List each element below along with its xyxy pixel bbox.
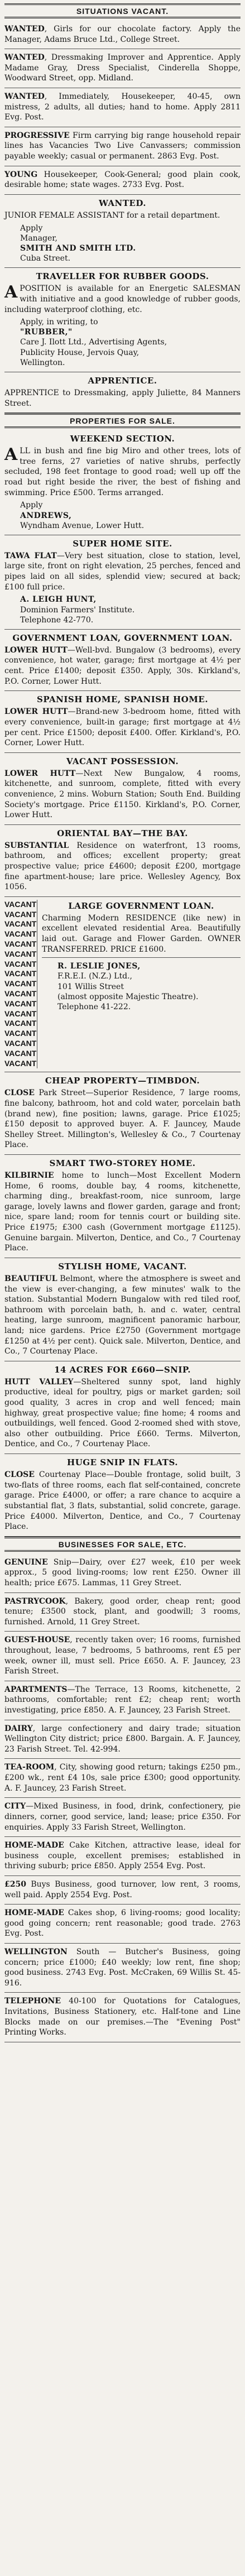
ad-body [4,1947,241,1988]
ad-body [4,1596,241,1628]
ad-body-text: —The Terrace, 13 Rooms, kitchenette, 2 bathrooms, comfortable; rent £2; cheap rent; worth investigating, price £850. A. F. Jauncey, 23 Farish Street. [4,1685,241,1715]
vacant-label: VACANT [4,1058,37,1068]
ad-title: SPANISH HOME, SPANISH HOME. [37,694,208,705]
section-header-businesses: BUSINESSES FOR SALE, ETC. [4,1537,241,1552]
business-ad [4,1837,241,1876]
business-ad [4,1593,241,1632]
ad-lead: PROGRESSIVE [4,131,70,140]
ad-sign-line: F.R.E.I. (N.Z.) Ltd., [57,972,132,981]
situation-ad [4,166,241,195]
ad-sign-line: Telephone 41-222. [57,1002,131,1012]
ad-lead: BEAUTIFUL [4,1274,57,1283]
ad-title: HUGE SNIP IN FLATS. [67,1457,178,1468]
ad-title: APPRENTICE. [88,376,157,386]
ad-title: CHEAP PROPERTY—TIMBDON. [45,1076,200,1086]
ad-body [4,170,241,190]
ad-body-text: , large confectionery and dairy trade; situation Wellington City district; price £800. Bargain. A. F. Jauncey, 23 Farish Street. Tel. 42-994. [4,1724,241,1754]
vacant-label: VACANT [4,1019,37,1028]
ad-body-text: LL in bush and fine big Miro and other trees, lots of tree ferns, 27 varieties of native shrubs, perfectly secluded, 198 feet frontage to good road; well up off the road but right beside the river, the best of fishing and swimming. Price £500. Terms arranged. [4,447,241,497]
ad-sign-line: Wellington. [20,358,65,367]
business-ad [4,1905,241,1944]
vacant-label: VACANT [4,949,37,958]
ad-body [4,1557,241,1589]
ad-apply: Apply [20,501,43,510]
ad-body [4,645,241,687]
vacant-label: VACANT [4,999,37,1008]
ad-huge-snip-flats [4,1454,241,1537]
ad-body [4,769,241,821]
ad-body-text: —Sheltered sunny spot, land highly productive, ideal for poultry, pigs or market garden; soil good quality, 3 acres in crop and well fenced; main highway, great prospective value; fine home; 4 rooms and outbuildings, well fenced. Good 2-roomed shed with stove, also other outbuilding. Price £660. Terms. Milverton, Dentice, and Co., 7 Courtenay Place. [4,1377,241,1449]
vacant-label: VACANT [4,919,37,929]
business-ad [4,1944,241,1993]
ad-body [4,1996,241,2037]
ad-body [4,1635,241,1676]
ad-body-text: Residence on waterfront, 13 rooms, bathroom, and offices; excellent property; great prospective value; price £4600; deposit £200, mortgage fine apartment-house; lare price. Wellesley Agency, Box 1056. [4,841,241,892]
ad-sign-name: R. LESLIE JONES, [57,962,141,971]
ad-fourteen-acres [4,1361,241,1454]
ad-lead: YOUNG [4,170,38,179]
ad-body-text: Courtenay Place—Double frontage, solid built, 3 two-flats of three rooms, each flat self-contained, concrete garage. Price £4000, or offer; a rare chance to acquire a substantial flat, 3 flats, substantial, solid concrete, garage. Price £4000. Milverton, Dentice, and Co., 7 Courtenay Place. [4,1470,241,1532]
ad-lead: DAIRY [4,1724,33,1733]
ad-body-text: Buys Business, good turnover, low rent, 3 rooms, well paid. Apply 2554 Evg. Post. [4,1879,241,1899]
ad-lead: WELLINGTON [4,1947,68,1956]
ad-body-text: Snip—Dairy, over £27 week, £10 per week approx., 5 good living-rooms; low rent £250. Owner ill health; price £675. Lammas, 11 Grey Street. [4,1557,241,1587]
ad-body-text: , Bakery, good order, cheap rent; good tenure; £3500 stock, plant, and goodwill; 3 rooms, furnished. Arnold, 11 Grey Street. [4,1596,241,1627]
ad-body [4,841,241,893]
ad-body [4,284,241,315]
ad-title: LARGE GOVERNMENT LOAN. [68,900,214,911]
ad-lead: APARTMENTS [4,1685,68,1694]
situation-ad [4,21,241,49]
business-ad [4,1720,241,1759]
ad-body-text: , Girls for our chocolate factory. Apply the Manager, Adams Bruce Ltd., College Street. [4,25,241,44]
ad-sign-role: Manager, [20,233,57,243]
section-header-properties: PROPERTIES FOR SALE. [4,413,241,428]
business-ad [4,1993,241,2042]
ad-title: SMART TWO-STOREY HOME. [49,1158,196,1169]
ad-weekend-section [4,430,241,535]
ad-smart-two-storey [4,1155,241,1258]
ad-large-government-loan [42,900,241,958]
ad-sign-line: (almost opposite Majestic Theatre). [57,992,199,1001]
ad-sign-line: Publicity House, Jervois Quay, [20,348,140,357]
ad-sign-line: 101 Willis Street [57,982,124,991]
ad-body-text: , City, showing good return; takings £250 pm., £200 wk., rent £4 10s, sale price £300; good opportunity. A. F. Jauncey, 23 Farish Street. [4,1763,241,1793]
ad-sign-name: SMITH AND SMITH LTD. [20,243,136,253]
ad-dropcap: A [4,282,18,303]
business-ad [4,1632,241,1681]
ad-sign-address: Cuba Street. [20,254,71,263]
ad-body-text: Firm carrying big range household repair lines has Vacancies Two Live Canvassers; commission payable weekly; casual or permanent. 2863 Evg. Post. [4,131,241,161]
ad-apply: Apply, in writing, to [20,318,98,327]
ad-body: APPRENTICE to Dressmaking, apply Juliette, 84 Manners Street. [4,388,241,408]
ad-body-text: POSITION is available for an Energetic SALESMAN with initiative and a good knowledge of rubber goods, including waterproof clothing, etc. [4,284,241,314]
business-ad [4,1798,241,1837]
ad-body: Charming Modern RESIDENCE (like new) in excellent elevated residential Area. Beautifully laid out. Garage and Flower Garden. OWNER TRANSFERRED. PRICE £1600. [42,913,241,954]
ad-lead: WANTED [4,25,45,33]
vacant-label: VACANT [4,899,37,909]
ad-title: GOVERNMENT LOAN, GOVERNMENT LOAN. [12,632,233,643]
ad-apply: Apply [20,223,43,233]
vacant-label: VACANT [4,909,37,919]
business-ad [4,1876,241,1905]
ad-body-text: 40-100 for Quotations for Catalogues, Invitations, Business Stationery, etc. Half-tone and Line Blocks made on our premises.—The "Evening Post" Printing Works. [4,1997,241,2037]
ad-lead: HOME-MADE [4,1908,64,1918]
ad-lead: £250 [4,1879,26,1889]
ad-signature [4,594,241,625]
vacant-label: VACANT [4,929,37,939]
ad-body [4,551,241,592]
vacant-column [4,900,37,1069]
ad-lead: LOWER HUTT [4,769,76,778]
ad-title: 14 ACRES FOR £660—SNIP. [54,1364,191,1375]
ad-body-text: home to lunch—Most Excellent Modern Home, 6 rooms, double bay, 4 rooms, kitchenette, charming ding., breakfast-room, nice sunroom, large garage, lovely lawns and flower garden, garage and front; nice, spare land; room for tennis court or building site. Price £1975; £300 cash (Government mortgage £1125). Genuine bargain. Milverton, Dentice, and Co., 7 Courtenay Place. [4,1171,241,1253]
ad-body-text: Park Street—Superior Residence, 7 large rooms, fine balcony, bathroom, hot and cold water, porcelain bath (brand new), fine position; lawns, garage. Price £1025; £150 deposit to approved buyer. A. F. Jauncey, Maude Shelley Street. Millington's, Wellesley & Co., 7 Courtenay Place. [4,1088,241,1150]
ad-body-text: Housekeeper, Cook-General; good plain cook, desirable home; state wages. 2733 Evg. Post. [4,170,241,190]
ad-sign-name: "RUBBER," [20,328,73,337]
ad-body-text: —Well-bvd. Bungalow (3 bedrooms), every convenience, hot water, garage; first mortgage at 4½ per cent. Price £1400; deposit £350. Apply, 30s. Kirkland's, P.O. Corner, Lower Hutt. [4,645,241,686]
vacant-label: VACANT [4,969,37,978]
ad-vacant-possession [4,753,241,825]
ad-body [4,1762,241,1793]
vacant-label: VACANT [4,939,37,949]
ad-sign-name: ANDREWS, [20,511,72,520]
ad-body [4,1088,241,1150]
vacant-label: VACANT [4,989,37,999]
ad-title: STYLISH HOME, VACANT. [58,1261,187,1272]
ad-signature [4,317,241,368]
ad-body-text: , recently taken over; 16 rooms, furnished throughout, lease, 7 bedrooms, 5 bathrooms, rent £5 per week, owner ill, must sell. Price £650. A. F. Jauncey, 23 Farish Street. [4,1635,241,1676]
ad-lead: CITY [4,1802,26,1811]
ad-lead: TEA-ROOM [4,1763,55,1772]
ad-lead: SUBSTANTIAL [4,841,69,850]
ad-body [4,1908,241,1939]
ad-lead: PASTRYCOOK [4,1596,66,1606]
ad-lead: LOWER HUTT [4,645,68,655]
ad-leslie-jones [42,958,241,1015]
ad-body [4,131,241,162]
ad-body [4,1171,241,1254]
ad-body [4,1724,241,1755]
vacant-label: VACANT [4,979,37,989]
ad-lead: TAWA FLAT [4,551,57,560]
ad-body-text: —Next New Bungalow, 4 rooms, kitchenette, and sunroom, complete, fitted with every convenience, 2 mins. Woburn Station; South End. Building Society's mortgage. Price £1150. Kirkland's, P.O. Corner, Lower Hutt. [4,769,241,820]
ad-title: WEEKEND SECTION. [70,434,175,444]
ad-lead: CLOSE [4,1470,35,1480]
ad-body-text: , Immediately, Housekeeper, 40-45, own mistress, 2 adults, all duties; hand to home. Apply 2811 Evg. Post. [4,92,241,122]
ad-sign-line: Dominion Farmers' Institute. [20,605,135,615]
ad-body [4,707,241,748]
ad-lead: CLOSE [4,1088,35,1098]
ad-lead: GUEST-HOUSE [4,1635,70,1645]
ad-body: JUNIOR FEMALE ASSISTANT for a retail department. [4,210,220,220]
vacant-label: VACANT [4,959,37,968]
ad-body [4,1879,241,1900]
vacant-label: VACANT [4,1048,37,1058]
ad-body [4,1377,241,1450]
ad-title: WANTED. [98,198,147,208]
ad-title: SUPER HOME SITE. [73,538,172,549]
ad-title: TRAVELLER FOR RUBBER GOODS. [36,271,209,282]
ad-body [4,92,241,123]
ad-lead: WANTED [4,92,45,102]
vacant-label: VACANT [4,1009,37,1018]
ad-body [4,24,241,45]
ad-body [4,1801,241,1833]
situation-ad [4,127,241,166]
ad-body [4,52,241,84]
situation-ad [4,88,241,127]
ad-cheap-property [4,1072,241,1155]
ad-sign-name: A. LEIGH HUNT, [20,595,97,605]
ad-body-text: —Brand-new 3-bedroom home, fitted with every convenience, built-in garage; first mortgage at 4½ per cent. Price £1500; deposit £400. Offer. Kirkland's, P.O. Corner, Lower Hutt. [4,707,241,748]
ad-lead: GENUINE [4,1557,48,1567]
ad-body-text: South — Butcher's Business, going concern; price £1000; £40 weekly; low rent, fine shop; good business. 2743 Evg. Post. McCraken, 69 Willis St. 45-916. [4,1947,241,1988]
ad-traveller [4,268,241,372]
ad-body-text: —Very best situation, close to station, level, large site, front on right elevation, 25 perches, fenced and pipes laid on all sides, splendid view; secured at back; £100 full price. [4,551,241,592]
ad-spanish-home [4,691,241,752]
ad-dropcap: A [4,445,18,465]
ad-junior-assistant [4,195,241,268]
vacant-label: VACANT [4,1029,37,1038]
ad-body-text: Cakes shop, 6 living-rooms; good locality; good going concern; rent reasonable; good trade. 2763 Evg. Post. [4,1908,241,1939]
ad-lead: HUTT VALLEY [4,1377,74,1387]
ad-sign-line: Telephone 42-770. [20,615,94,625]
ad-oriental-bay [4,825,241,897]
ad-sign-line: Wyndham Avenue, Lower Hutt. [20,521,145,530]
ad-signature [42,961,241,1012]
ad-body-text: Cake Kitchen, attractive lease, ideal for business couple, excellent premises; established in thriving suburb; price £850. Apply 2554 Evg. Post. [4,1841,241,1871]
ad-signature [4,223,241,264]
ad-body [4,1274,241,1357]
ad-body [4,1840,241,1872]
ad-home-site [4,535,241,630]
ad-body-text: Belmont, where the atmosphere is sweet and the view is ever-changing, a few minutes' walk to the station. Substantial Modern Bungalow with red tiled roof, bathroom with porcelain bath, h. and c. water, central heating, large sunroom, magnificent panoramic harbour, land; nice gardens. Price £2750 (Government mortgage £1250 at 4½ per cent). Quick sale. Milverton, Dentice, and Co., 7 Courtenay Place. [4,1274,241,1356]
ad-lead: HOME-MADE [4,1841,64,1850]
business-ad [4,1759,241,1798]
ad-body-text: —Mixed Business, in food, drink, confectionery, pie dinners, corner, good service, land; lease; price £350. For enquiries. Apply 33 Farish Street, Wellington. [4,1802,241,1832]
ad-sign-line: Care J. Ilott Ltd., Advertising Agents, [20,338,167,347]
business-ad [4,1681,241,1720]
ad-lead: LOWER HUTT [4,707,68,717]
ad-body-text: , Dressmaking Improver and Apprentice. Apply Madame Gray, Dress Specialist, Cinderella Shoppe, Woodward Street, opp. Midland. [4,53,241,83]
situation-ad [4,49,241,88]
vacant-label: VACANT [4,1039,37,1048]
ad-lead: WANTED [4,53,45,63]
situations-list [4,21,241,195]
ad-body [4,1470,241,1532]
ad-signature [4,500,241,531]
ad-lead: TELEPHONE [4,1997,61,2006]
ad-title: ORIENTAL BAY—THE BAY. [57,828,188,838]
ad-body [4,446,241,498]
ad-stylish-home [4,1258,241,1361]
vacant-block [4,897,241,1073]
business-ad [4,1554,241,1593]
ad-lead: KILBIRNIE [4,1171,54,1181]
ad-apprentice [4,372,241,413]
ad-title: VACANT POSSESSION. [66,756,179,766]
ad-government-loan [4,630,241,691]
ad-body [4,1685,241,1716]
vacant-block-ads [42,900,241,1069]
business-list [4,1554,241,2042]
section-header-situations: SITUATIONS VACANT. [4,3,241,18]
